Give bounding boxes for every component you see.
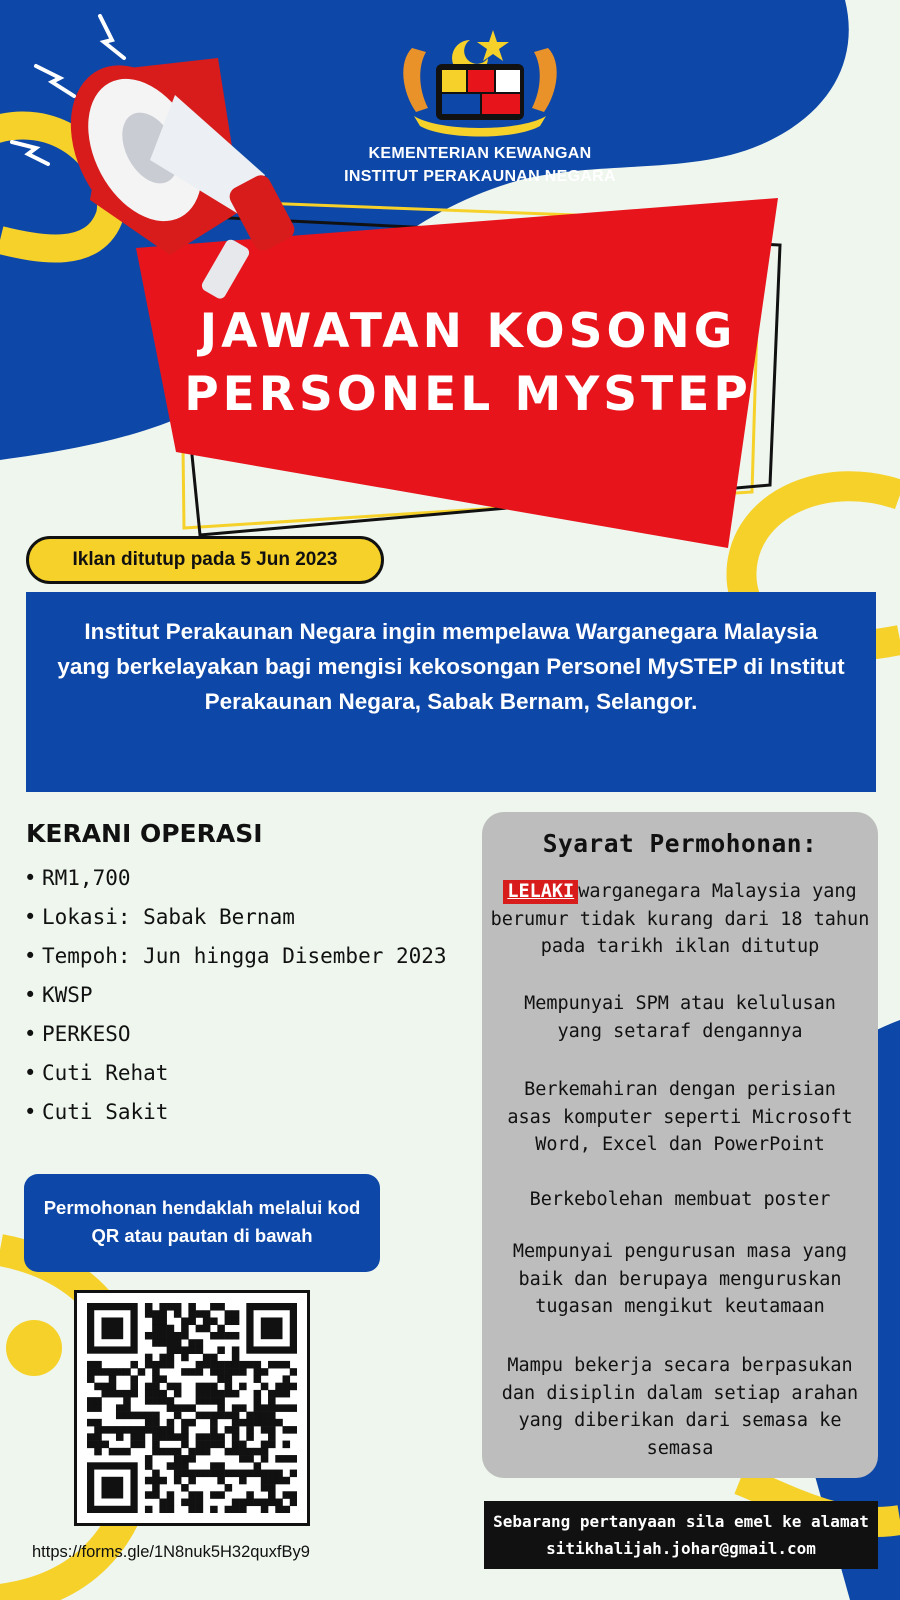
intro-paragraph: Institut Perakaunan Negara ingin mempelawa Warganegara Malaysia yang berkelayakan bagi mengisi kekosongan Personel MySTEP di Institut Perakaunan Negara, Sabak Bernam, Selangor. (26, 592, 876, 792)
list-item (24, 1093, 447, 1132)
headline-line-1: JAWATAN KOSONG (199, 304, 737, 359)
job-detail-text: RM1,700 (42, 866, 131, 890)
job-title: KERANI OPERASI (26, 819, 263, 848)
bottom-left-yellow-dot (6, 1320, 62, 1376)
requirement-item (488, 1352, 872, 1462)
requirement-text: Word, Excel dan PowerPoint (535, 1134, 825, 1155)
application-instruction: Permohonan hendaklah melalui kod QR atau pautan di bawah (24, 1174, 380, 1272)
requirement-text: asas komputer seperti Microsoft (507, 1106, 853, 1128)
list-item (24, 859, 447, 898)
headline-line-2: PERSONEL MYSTEP (184, 367, 752, 422)
job-detail-text: Lokasi: Sabak Bernam (42, 905, 295, 929)
requirement-text: yang diberikan dari semasa ke (518, 1410, 842, 1431)
job-detail-text: PERKESO (42, 1022, 131, 1046)
contact-line: Sebarang pertanyaan sila emel ke alamat (493, 1512, 869, 1531)
contact-box (484, 1501, 878, 1569)
requirement-text: Mempunyai pengurusan masa yang (512, 1241, 848, 1262)
gender-tag: LELAKI (503, 880, 578, 904)
job-detail-text: Tempoh: Jun hingga Disember 2023 (42, 944, 447, 968)
bullet-icon: • (24, 1061, 37, 1085)
requirement-item (488, 1076, 872, 1159)
requirement-text: semasa (646, 1437, 714, 1459)
qr-code[interactable] (74, 1290, 310, 1526)
bullet-icon: • (24, 1022, 37, 1046)
job-detail-text: Cuti Sakit (42, 1100, 169, 1124)
list-item (24, 937, 447, 976)
requirement-text: baik dan berupaya menguruskan (518, 1268, 842, 1290)
requirement-text: Mampu bekerja secara berpasukan (507, 1355, 853, 1376)
contact-email-link[interactable]: sitikhalijah.johar@gmail.com (546, 1539, 816, 1558)
list-item (24, 1015, 447, 1054)
requirement-item (488, 878, 872, 961)
closing-date-badge: Iklan ditutup pada 5 Jun 2023 (26, 536, 384, 584)
headline (168, 300, 768, 426)
requirement-item (488, 990, 872, 1045)
bullet-icon: • (24, 983, 37, 1007)
requirement-text: yang setaraf dengannya (557, 1020, 803, 1042)
requirement-text: warganegara Malaysia yang (578, 881, 857, 902)
job-detail-text: Cuti Rehat (42, 1061, 169, 1085)
qr-code-icon (87, 1303, 297, 1513)
requirement-item (488, 1238, 872, 1321)
job-detail-text: KWSP (42, 983, 93, 1007)
bullet-icon: • (24, 905, 37, 929)
application-form-link[interactable]: https://forms.gle/1N8nuk5H32quxfBy9 (32, 1543, 310, 1561)
requirement-text: dan disiplin dalam setiap arahan (501, 1382, 859, 1404)
requirement-text: tugasan mengikut keutamaan (535, 1296, 825, 1317)
requirement-text: Berkebolehan membuat poster (529, 1189, 831, 1210)
bullet-icon: • (24, 1100, 37, 1124)
list-item (24, 898, 447, 937)
agency-name (300, 142, 660, 188)
job-details-list (24, 859, 447, 1132)
requirement-text: pada tarikh iklan ditutup (540, 936, 820, 957)
agency-line-1: KEMENTERIAN KEWANGAN (368, 145, 592, 162)
requirement-text: berumur tidak kurang dari 18 tahun (490, 908, 870, 930)
list-item (24, 976, 447, 1015)
agency-line-2: INSTITUT PERAKAUNAN NEGARA (344, 168, 616, 185)
requirement-text: Berkemahiran dengan perisian (524, 1079, 836, 1100)
requirement-text: Mempunyai SPM atau kelulusan (524, 993, 836, 1014)
list-item (24, 1054, 447, 1093)
bullet-icon: • (24, 866, 37, 890)
bullet-icon: • (24, 944, 37, 968)
requirements-heading: Syarat Permohonan: (542, 829, 818, 858)
requirement-item (488, 1186, 872, 1214)
